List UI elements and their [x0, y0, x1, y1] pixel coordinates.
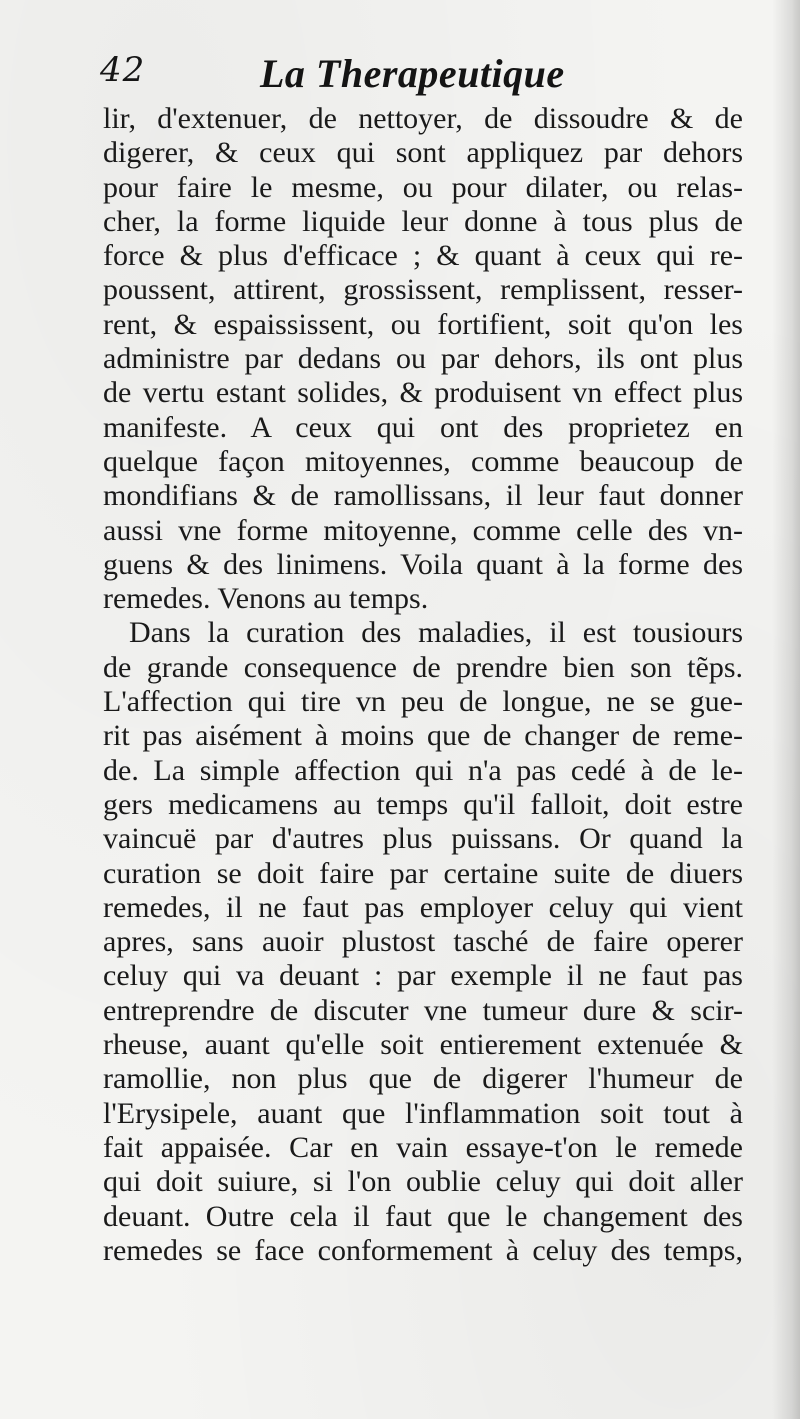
text-line: administre par dedans ou par dehors, ils ont plus [103, 342, 743, 376]
text-line: rheuse, auant qu'elle soit entierement extenuée & [103, 1028, 743, 1062]
text-line: remedes, il ne faut pas employer celuy qui vient [103, 890, 743, 924]
text-line: celuy qui va deuant : par exemple il ne faut pas [103, 959, 743, 993]
text-line: remedes. Venons au temps. [103, 582, 429, 616]
text-line: gers medicamens au temps qu'il falloit, doit estre [103, 787, 743, 821]
text-line: cher, la forme liquide leur donne à tous plus de [103, 204, 743, 238]
text-line: deuant. Outre cela il faut que le changement des [103, 1199, 743, 1233]
text-line: digerer, & ceux qui sont appliquez par dehors [103, 136, 743, 170]
text-line: poussent, attirent, grossissent, remplissent, resser- [103, 273, 743, 307]
text-line: remedes se face conformement à celuy des temps, [103, 1233, 743, 1267]
text-line: force & plus d'efficace ; & quant à ceux qui re- [103, 239, 743, 273]
text-line: aussi vne forme mitoyenne, comme celle des vn- [103, 513, 743, 547]
page-number: 42 [100, 50, 146, 90]
text-line: entreprendre de discuter vne tumeur dure & scir- [103, 993, 743, 1027]
paragraph-1 [103, 102, 743, 616]
text-line: lir, d'extenuer, de nettoyer, de dissoudre & de [103, 102, 743, 135]
text-line: qui doit suiure, si l'on oublie celuy qui doit aller [103, 1165, 743, 1199]
text-line: l'Erysipele, auant que l'inflammation soit tout à [103, 1096, 743, 1130]
text-line: rent, & espaississent, ou fortifient, soit qu'on les [103, 307, 743, 341]
paragraph-2 [103, 616, 743, 1268]
running-head: La Therapeutique [260, 51, 565, 96]
text-line: ramollie, non plus que de digerer l'humeur de [103, 1062, 743, 1096]
text-line: quelque façon mitoyennes, comme beaucoup de [103, 444, 743, 478]
text-line: vaincuë par d'autres plus puissans. Or quand la [103, 822, 743, 856]
text-line: curation se doit faire par certaine suite de diuers [103, 856, 743, 890]
text-line: Dans la curation des maladies, il est tousiours [129, 616, 743, 650]
text-line: L'affection qui tire vn peu de longue, ne se gue- [103, 685, 743, 719]
text-line: guens & des linimens. Voila quant à la forme des [103, 547, 743, 581]
text-line: de vertu estant solides, & produisent vn effect plus [103, 376, 743, 410]
text-line: manifeste. A ceux qui ont des proprietez en [103, 410, 743, 444]
text-line: pour faire le mesme, ou pour dilater, ou relas- [103, 170, 743, 204]
text-line: apres, sans auoir plustost tasché de faire operer [103, 925, 743, 959]
page-header [100, 48, 760, 100]
text-line: de grande consequence de prendre bien son tẽps. [103, 650, 743, 684]
text-line: mondifians & de ramollissans, il leur faut donner [103, 479, 743, 513]
text-line: fait appaisée. Car en vain essaye-t'on le remede [103, 1130, 743, 1164]
text-line: de. La simple affection qui n'a pas cedé à de le- [103, 753, 743, 787]
text-line: rit pas aisément à moins que de changer de reme- [103, 719, 743, 753]
page-edge-shadow [772, 0, 800, 1419]
body-text [103, 102, 743, 1268]
